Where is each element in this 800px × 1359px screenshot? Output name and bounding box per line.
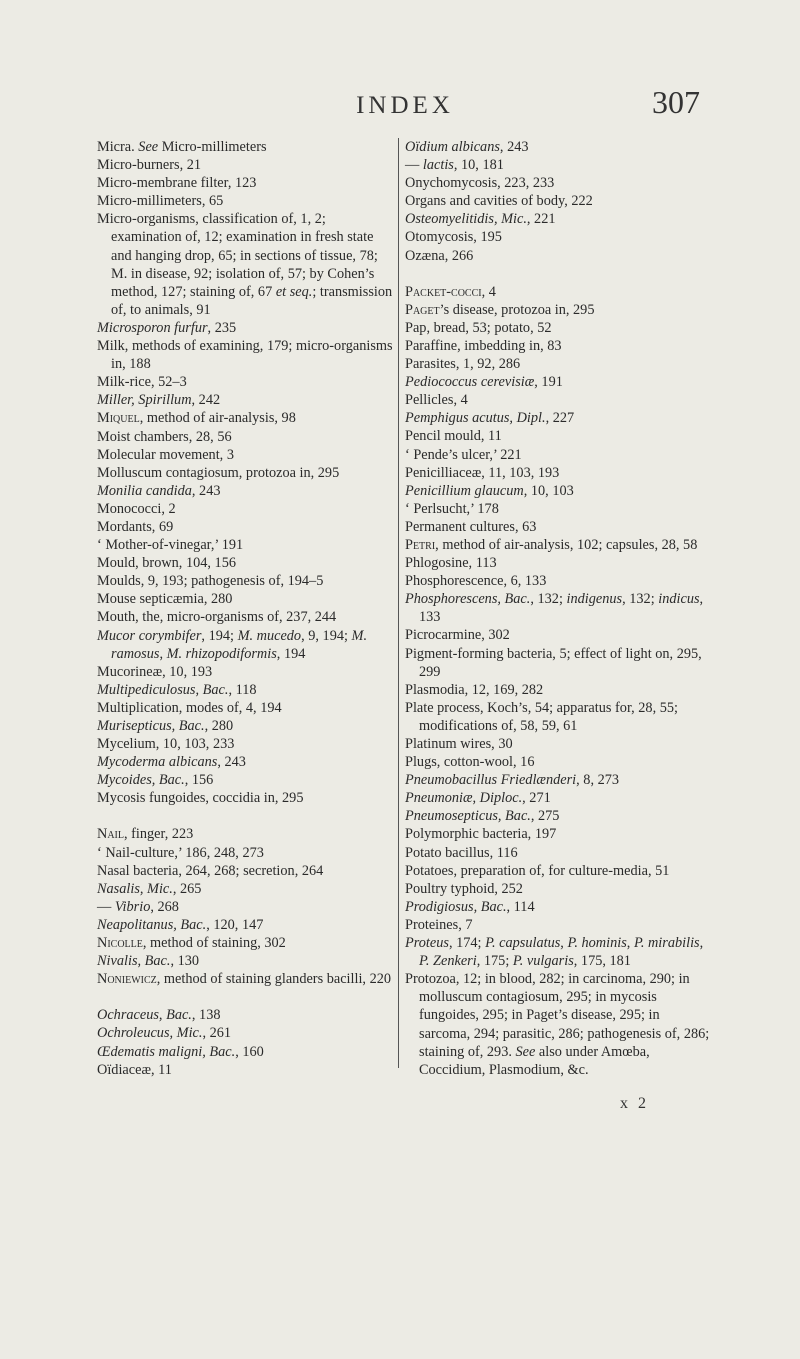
index-entry: Onychomycosis, 223, 233 [405,175,555,192]
index-entry: Oïdiaceæ, 11 [97,1061,172,1078]
index-entry: Mordants, 69 [97,518,174,535]
index-entry: Osteomyelitidis, Mic., 221 [405,211,556,228]
index-entry: Nasal bacteria, 264, 268; secretion, 264 [97,862,324,879]
index-entry: Pigment-forming bacteria, 5; effect of light on, 295, 299 [405,645,702,680]
index-entry: Pneumobacillus Friedlænderi, 8, 273 [405,772,620,789]
index-entry: Mouse septicæmia, 280 [97,591,233,608]
index-entry: Miller, Spirillum, 242 [97,392,221,409]
index-entry: Penicilliaceæ, 11, 103, 193 [405,464,560,481]
index-entry: Micro-organisms, classification of, 1, 2; examination of, 12; examination in fresh state and hanging drop, 65; in sections of tissue, 78; M. in disease, 92; isolation of, 57; by Cohen’s method, 127; staining of, 67 et seq.; transmission of, to animals, 91 [97,211,393,318]
index-entry: Prodigiosus, Bac., 114 [405,898,535,915]
index-entry: Protozoa, 12; in blood, 282; in carcinoma, 290; in molluscum contagiosum, 295; in mycosis fungoides, 295; in Paget’s disease, 295; in sarcoma, 294; parasitic, 286; pathogenesis of, 286; staining of, 293. See also under Amœba, Coccidium, Plasmodium, &c. [405,971,710,1078]
index-entry: Multipediculosus, Bac., 118 [97,681,257,698]
index-entry: — Vibrio, 268 [97,898,179,915]
index-entry: Phosphorescence, 6, 133 [405,573,547,590]
index-entry: Molluscum contagiosum, protozoa in, 295 [97,464,340,481]
index-entry: Plasmodia, 12, 169, 282 [405,681,544,698]
index-entry: Micro-membrane filter, 123 [97,175,257,192]
index-entry: Ochraceus, Bac., 138 [97,1007,221,1024]
index-entry: Ozæna, 266 [405,247,474,264]
index-entry: Proteus, 174; P. capsulatus, P. hominis, P. mirabilis, P. Zenkeri, 175; P. vulgaris, 175, 181 [405,935,704,970]
index-entry: Pneumoniæ, Diploc., 271 [405,790,551,807]
index-entry: Oïdium albicans, 243 [405,139,529,155]
index-entry: Milk-rice, 52–3 [97,374,187,391]
index-entry: ‘ Pende’s ulcer,’ 221 [405,446,522,463]
index-entry: Poultry typhoid, 252 [405,880,523,897]
index-entry: ‘ Nail-culture,’ 186, 248, 273 [97,844,264,861]
index-entry: Penicillium glaucum, 10, 103 [405,482,574,499]
index-entry: Ochroleucus, Mic., 261 [97,1025,232,1042]
index-entry: Potato bacillus, 116 [405,844,518,861]
index-entry: Petri, method of air-analysis, 102; capsules, 28, 58 [405,536,698,553]
index-entry: Mould, brown, 104, 156 [97,555,236,572]
index-entry: Mycoderma albicans, 243 [97,754,246,771]
index-entry: Monilia candida, 243 [97,482,221,499]
index-entry: Moulds, 9, 193; pathogenesis of, 194–5 [97,573,324,590]
index-entry: Mucor corymbifer, 194; M. mucedo, 9, 194; M. ramosus, M. rhizopodiformis, 194 [97,627,368,662]
index-entry: Polymorphic bacteria, 197 [405,826,557,843]
index-entry: Nail, finger, 223 [97,826,194,843]
index-entry: Proteines, 7 [405,916,473,933]
index-entry: Mycelium, 10, 103, 233 [97,736,235,753]
index-entry: Parasites, 1, 92, 286 [405,356,521,373]
index-entry: Mycoides, Bac., 156 [97,772,214,789]
index-entry: Plate process, Koch’s, 54; apparatus for, 28, 55; modifications of, 58, 59, 61 [405,699,678,734]
index-entry: Plugs, cotton-wool, 16 [405,754,535,771]
running-head: INDEX [356,92,454,119]
index-entry: Otomycosis, 195 [405,229,502,246]
index-entry: Pellicles, 4 [405,392,468,409]
section-gap [97,988,397,1006]
index-column-right [398,138,711,1078]
index-entry: Miquel, method of air-analysis, 98 [97,410,296,427]
index-entry: Nivalis, Bac., 130 [97,953,200,970]
index-entry: Paget’s disease, protozoa in, 295 [405,301,595,318]
index-entry: Moist chambers, 28, 56 [97,428,232,445]
index-entry: Micro-burners, 21 [97,157,202,174]
index-entry: Microsporon furfur, 235 [97,319,237,336]
index-entry: Mucorineæ, 10, 193 [97,663,213,680]
index-entry: Nicolle, method of staining, 302 [97,935,286,952]
index-entry: ‘ Perlsucht,’ 178 [405,500,499,517]
section-gap [405,265,711,283]
index-entry: Potatoes, preparation of, for culture-media, 51 [405,862,670,879]
page-number: 307 [652,84,700,120]
index-entry: Noniewicz, method of staining glanders bacilli, 220 [97,971,392,988]
index-entry: Molecular movement, 3 [97,446,234,463]
index-entry: Micro-millimeters, 65 [97,193,224,210]
index-entry: Œdematis maligni, Bac., 160 [97,1043,264,1060]
index-entry: Picrocarmine, 302 [405,627,510,644]
index-entry: Neapolitanus, Bac., 120, 147 [97,916,264,933]
index-entry: Micra. See Micro-millimeters [97,139,267,155]
index-entry: — lactis, 10, 181 [405,157,504,174]
index-entry: Packet-cocci, 4 [405,283,496,300]
index-column-left [97,138,397,1079]
index-entry: Permanent cultures, 63 [405,518,537,535]
index-entry: Platinum wires, 30 [405,736,513,752]
index-entry: Pap, bread, 53; potato, 52 [405,319,552,336]
index-entry: Pediococcus cerevisiæ, 191 [405,374,563,391]
index-entry: Pemphigus acutus, Dipl., 227 [405,410,575,427]
index-entry: Phosphorescens, Bac., 132; indigenus, 132; indicus, 133 [405,591,704,626]
index-entry: Organs and cavities of body, 222 [405,193,593,210]
index-entry: Pneumosepticus, Bac., 275 [405,808,560,825]
index-entry: Pencil mould, 11 [405,428,502,445]
index-entry: Murisepticus, Bac., 280 [97,718,234,734]
signature-mark: x 2 [620,1095,649,1112]
index-entry: Nasalis, Mic., 265 [97,880,202,897]
index-entry: ‘ Mother-of-vinegar,’ 191 [97,537,244,554]
index-entry: Mycosis fungoides, coccidia in, 295 [97,790,304,807]
index-entry: Paraffine, imbedding in, 83 [405,337,562,354]
index-entry: Milk, methods of examining, 179; micro-organisms in, 188 [97,338,393,373]
section-gap [97,807,397,825]
index-entry: Monococci, 2 [97,500,176,517]
index-entry: Multiplication, modes of, 4, 194 [97,699,282,716]
index-entry: Mouth, the, micro-organisms of, 237, 244 [97,609,337,626]
index-entry: Phlogosine, 113 [405,555,497,572]
